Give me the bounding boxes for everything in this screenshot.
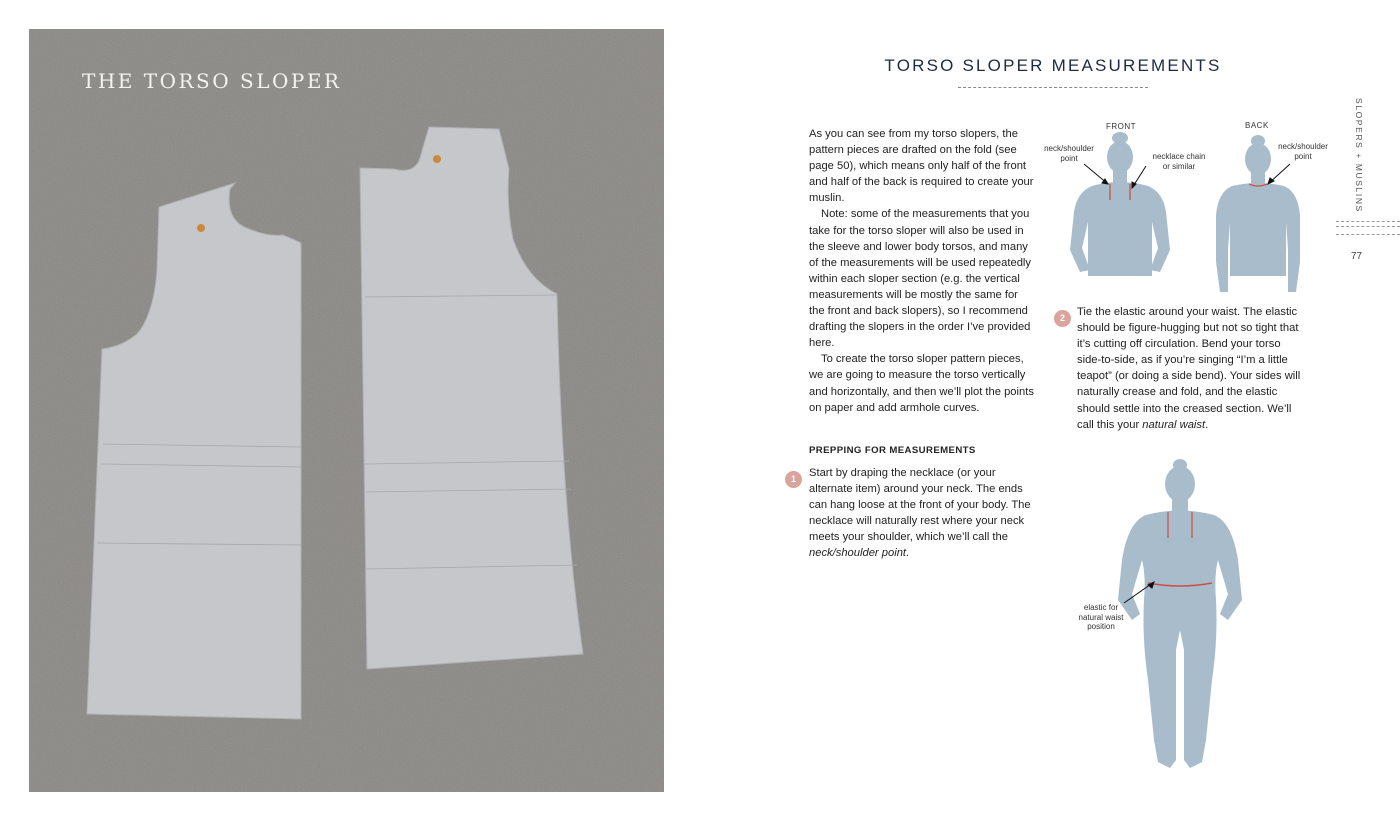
prepping-subheading: PREPPING FOR MEASUREMENTS bbox=[809, 445, 976, 456]
elastic-line3: position bbox=[1087, 622, 1115, 631]
neck-back-line1: neck/shoulder bbox=[1278, 142, 1328, 151]
elastic-line2: natural waist bbox=[1078, 612, 1124, 622]
necklace-label bbox=[1140, 152, 1218, 171]
back-label: BACK bbox=[1245, 121, 1269, 130]
paragraph-3: To create the torso sloper pattern pieces, we are going to measure the torso vertically and horizontally, and then we’ll plot the points on paper and add armhole curves. bbox=[809, 353, 1034, 414]
page-heading: TORSO SLOPER MEASUREMENTS bbox=[884, 56, 1222, 75]
step-1-body: Start by draping the necklace (or your alternate item) around your neck. The ends can hang loose at the front of your body. The necklace will naturally rest where your neck meets your shoulder, which we’ll call the bbox=[809, 467, 1031, 544]
step-1-end: . bbox=[906, 547, 910, 560]
section-tab-label: SLOPERS + MUSLINS bbox=[1354, 98, 1364, 213]
neck-shoulder-label-back bbox=[1264, 142, 1342, 161]
step-1-badge: 1 bbox=[785, 471, 802, 488]
elastic-label bbox=[1062, 603, 1140, 632]
step-2-body: Tie the elastic around your waist. The elastic should be figure-hugging but not so tight that it’s cutting off circulation. Bend your torso side-to-side, as if you’re singing “I’m a little teapot” (or doing a side bend). Your sides will naturally crease and fold, and the elastic should settle into the creased section. We’ll call this your bbox=[1077, 306, 1301, 431]
step-2-end: . bbox=[1205, 418, 1209, 431]
front-label: FRONT bbox=[1106, 122, 1137, 131]
elastic-line1: elastic for bbox=[1083, 603, 1119, 612]
necklace-line1: necklace chain bbox=[1152, 152, 1206, 161]
neck-front-line2: point bbox=[1060, 153, 1078, 163]
step-2-term: natural waist bbox=[1142, 418, 1206, 431]
step-2-badge: 2 bbox=[1054, 310, 1071, 327]
neck-front-line1: neck/shoulder bbox=[1044, 144, 1094, 153]
necklace-line2: or similar bbox=[1162, 161, 1196, 171]
step-1-term: neck/shoulder point bbox=[809, 547, 907, 560]
paragraph-2: Note: some of the measurements that you take for the torso sloper will also be used in the sleeve and lower body torsos, and many of the measurements will be used repeatedly within each sloper section (e.g. the vertical measurements will be mostly the same for the front and back slopers), so I recommend drafting the slopers in the order I’ve provided here. bbox=[809, 208, 1032, 350]
neck-shoulder-label-front bbox=[1030, 144, 1108, 163]
section-tab bbox=[1352, 98, 1364, 213]
page-number: 77 bbox=[1351, 251, 1363, 262]
neck-back-line2: point bbox=[1294, 151, 1312, 161]
section-tab-lines bbox=[1336, 221, 1400, 235]
photo-title: THE TORSO SLOPER bbox=[82, 69, 342, 93]
paragraph-1: As you can see from my torso slopers, the pattern pieces are drafted on the fold (see page 50), which means only half of the front and half of the back is required to create your muslin. bbox=[809, 128, 1034, 205]
